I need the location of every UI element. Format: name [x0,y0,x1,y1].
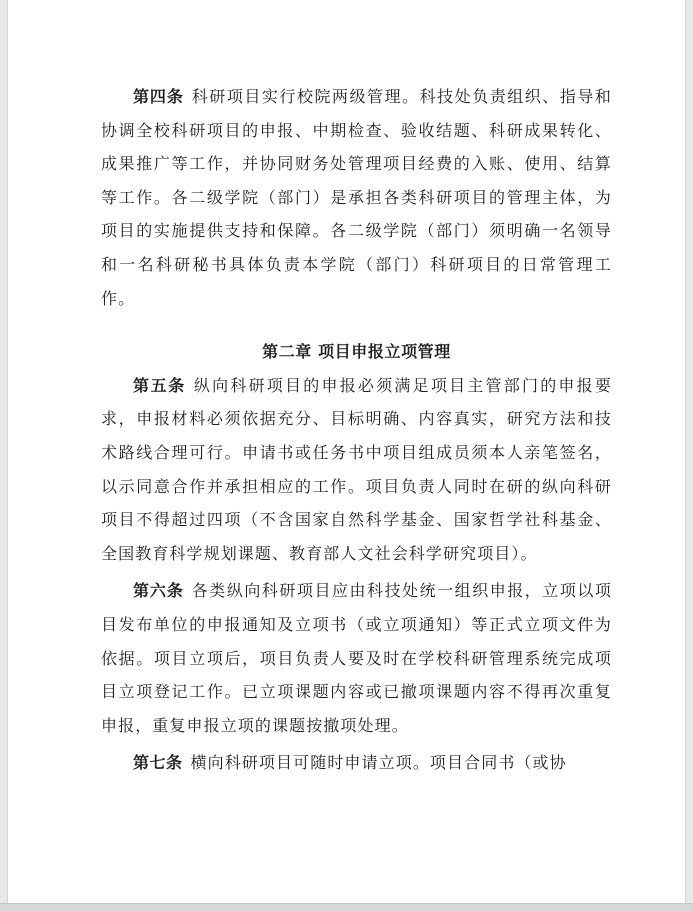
article-6-paragraph [101,574,612,742]
article-4-paragraph [101,80,612,315]
document-page [8,0,685,903]
document-body [101,80,612,780]
article-4-label: 第四条 [133,87,184,106]
article-6-text: 各类纵向科研项目应由科技处统一组织申报，立项以项目发布单位的申报通知及立项书（或立项通知）等正式立项文件为依据。项目立项后，项目负责人要及时在学校科研管理系统完成项目立项登记工作。已立项课题内容或已撤项课题内容不得再次重复申报，重复申报立项的课题按撤项处理。 [101,581,612,735]
article-4-text: 科研项目实行校院两级管理。科技处负责组织、指导和协调全校科研项目的申报、中期检查、验收结题、科研成果转化、成果推广等工作，并协同财务处管理项目经费的入账、使用、结算等工作。各二级学院（部门）是承担各类科研项目的管理主体，为项目的实施提供支持和保障。各二级学院（部门）须明确一名领导和一名科研秘书具体负责本学院（部门）科研项目的日常管理工作。 [101,87,612,308]
article-5-text: 纵向科研项目的申报必须满足项目主管部门的申报要求，申报材料必须依据充分、目标明确、内容真实，研究方法和技术路线合理可行。申请书或任务书中项目组成员须本人亲笔签名，以示同意合作并承担相应的工作。项目负责人同时在研的纵向科研项目不得超过四项（不含国家自然科学基金、国家哲学社科基金、全国教育科学规划课题、教育部人文社会科学研究项目）。 [101,375,612,563]
article-6-label: 第六条 [133,581,184,601]
article-7-paragraph [101,746,612,780]
article-5-label: 第五条 [133,375,186,395]
chapter-2-heading: 第二章 项目申报立项管理 [262,342,451,362]
article-7-text: 横向科研项目可随时申请立项。项目合同书（或协 [190,753,567,773]
article-5-paragraph [101,369,612,571]
article-7-label: 第七条 [133,753,183,773]
